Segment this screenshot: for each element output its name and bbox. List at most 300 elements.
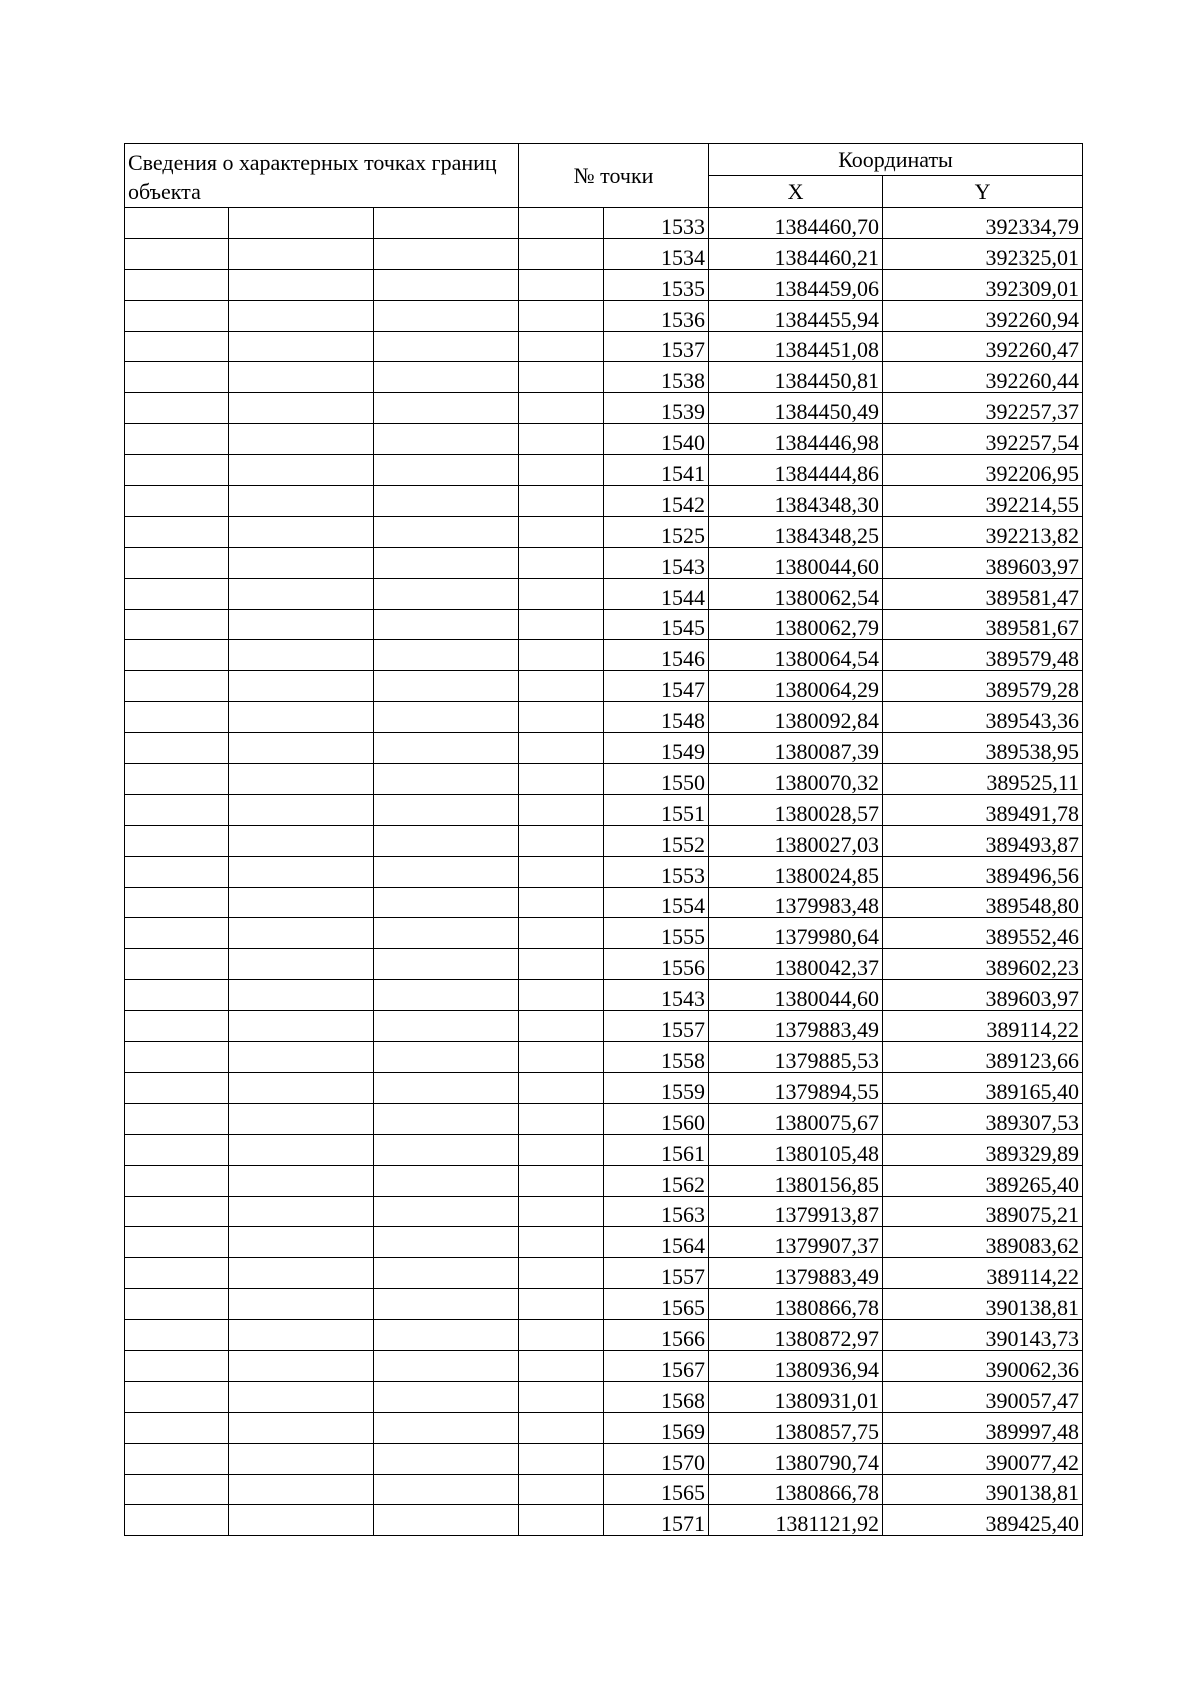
empty-cell [519,331,604,362]
x-coordinate-cell: 1380790,74 [709,1443,883,1474]
empty-cell [374,269,519,300]
empty-cell [519,949,604,980]
y-coordinate-cell: 392213,82 [883,516,1083,547]
empty-cell [125,1134,229,1165]
point-number-cell: 1556 [604,949,709,980]
empty-cell [374,1505,519,1536]
table-row [125,980,1083,1011]
x-coordinate-cell: 1380866,78 [709,1289,883,1320]
y-coordinate-cell: 389425,40 [883,1505,1083,1536]
x-coordinate-cell: 1384450,49 [709,393,883,424]
y-coordinate-cell: 392214,55 [883,486,1083,517]
y-coordinate-cell: 389265,40 [883,1165,1083,1196]
empty-cell [519,269,604,300]
empty-cell [374,393,519,424]
x-coordinate-cell: 1380936,94 [709,1350,883,1381]
empty-cell [374,1042,519,1073]
empty-cell [374,1011,519,1042]
empty-cell [519,516,604,547]
table-row [125,640,1083,671]
empty-cell [125,578,229,609]
empty-cell [229,455,374,486]
point-number-cell: 1561 [604,1134,709,1165]
point-number-cell: 1537 [604,331,709,362]
point-number-cell: 1552 [604,825,709,856]
point-number-cell: 1534 [604,238,709,269]
point-number-cell: 1562 [604,1165,709,1196]
empty-cell [519,733,604,764]
table-row [125,1505,1083,1536]
y-coordinate-cell: 389552,46 [883,918,1083,949]
x-coordinate-cell: 1380092,84 [709,702,883,733]
empty-cell [125,1289,229,1320]
point-number-cell: 1557 [604,1011,709,1042]
empty-cell [125,1474,229,1505]
y-coordinate-cell: 389329,89 [883,1134,1083,1165]
empty-cell [374,887,519,918]
empty-cell [374,949,519,980]
empty-cell [519,362,604,393]
table-row [125,825,1083,856]
table-row [125,733,1083,764]
empty-cell [229,918,374,949]
table-row [125,1165,1083,1196]
empty-cell [519,980,604,1011]
empty-cell [229,1412,374,1443]
empty-cell [125,424,229,455]
y-coordinate-cell: 392260,47 [883,331,1083,362]
x-coordinate-cell: 1384450,81 [709,362,883,393]
empty-cell [125,1412,229,1443]
table-row [125,671,1083,702]
empty-cell [229,1320,374,1351]
empty-cell [374,1227,519,1258]
table-row [125,331,1083,362]
empty-cell [125,1227,229,1258]
table-row [125,516,1083,547]
empty-cell [125,794,229,825]
table-body [125,144,1083,1536]
point-number-cell: 1535 [604,269,709,300]
x-coordinate-cell: 1380027,03 [709,825,883,856]
y-coordinate-cell: 390138,81 [883,1289,1083,1320]
empty-cell [519,1134,604,1165]
point-number-cell: 1539 [604,393,709,424]
table-row [125,887,1083,918]
point-number-cell: 1560 [604,1103,709,1134]
empty-cell [229,1350,374,1381]
x-coordinate-cell: 1380062,79 [709,609,883,640]
y-coordinate-cell: 389603,97 [883,980,1083,1011]
table-row [125,1320,1083,1351]
point-number-cell: 1555 [604,918,709,949]
empty-cell [125,887,229,918]
empty-cell [229,702,374,733]
point-number-cell: 1546 [604,640,709,671]
empty-cell [374,1072,519,1103]
point-number-cell: 1550 [604,764,709,795]
table-row [125,1011,1083,1042]
x-coordinate-cell: 1384348,25 [709,516,883,547]
point-number-cell: 1554 [604,887,709,918]
x-coordinate-cell: 1379913,87 [709,1196,883,1227]
empty-cell [229,1165,374,1196]
empty-cell [374,918,519,949]
empty-cell [229,1196,374,1227]
empty-cell [229,1381,374,1412]
y-coordinate-cell: 392206,95 [883,455,1083,486]
empty-cell [519,1289,604,1320]
point-number-cell: 1533 [604,208,709,239]
table-row [125,856,1083,887]
empty-cell [374,1103,519,1134]
table-row [125,764,1083,795]
table-row [125,486,1083,517]
empty-cell [519,825,604,856]
empty-cell [374,486,519,517]
y-coordinate-cell: 389579,28 [883,671,1083,702]
y-coordinate-cell: 389496,56 [883,856,1083,887]
empty-cell [519,424,604,455]
empty-cell [374,516,519,547]
x-coordinate-cell: 1380044,60 [709,980,883,1011]
table-row [125,1196,1083,1227]
empty-cell [229,825,374,856]
empty-cell [519,238,604,269]
y-coordinate-cell: 390138,81 [883,1474,1083,1505]
empty-cell [374,547,519,578]
y-coordinate-cell: 392257,37 [883,393,1083,424]
x-coordinate-cell: 1380028,57 [709,794,883,825]
empty-cell [125,764,229,795]
empty-cell [229,609,374,640]
empty-cell [374,300,519,331]
y-coordinate-cell: 389307,53 [883,1103,1083,1134]
empty-cell [519,1042,604,1073]
empty-cell [125,1443,229,1474]
empty-cell [374,980,519,1011]
empty-cell [125,1505,229,1536]
empty-cell [519,1505,604,1536]
empty-cell [125,1103,229,1134]
empty-cell [374,1412,519,1443]
point-number-cell: 1540 [604,424,709,455]
empty-cell [519,1011,604,1042]
point-number-cell: 1557 [604,1258,709,1289]
empty-cell [229,1072,374,1103]
empty-cell [374,764,519,795]
x-coordinate-cell: 1384446,98 [709,424,883,455]
empty-cell [519,1258,604,1289]
x-coordinate-cell: 1380105,48 [709,1134,883,1165]
x-coordinate-cell: 1380064,29 [709,671,883,702]
x-coordinate-cell: 1380024,85 [709,856,883,887]
empty-cell [229,671,374,702]
y-coordinate-cell: 392325,01 [883,238,1083,269]
empty-cell [125,1350,229,1381]
table-row [125,1412,1083,1443]
empty-cell [519,794,604,825]
empty-cell [125,362,229,393]
empty-cell [519,1196,604,1227]
x-coordinate-cell: 1380931,01 [709,1381,883,1412]
empty-cell [229,949,374,980]
point-number-header: № точки [519,144,709,208]
y-coordinate-cell: 392309,01 [883,269,1083,300]
point-number-cell: 1541 [604,455,709,486]
point-number-cell: 1567 [604,1350,709,1381]
point-number-cell: 1551 [604,794,709,825]
empty-cell [125,1072,229,1103]
table-row [125,547,1083,578]
empty-cell [229,269,374,300]
table-row [125,1227,1083,1258]
y-coordinate-cell: 389114,22 [883,1258,1083,1289]
point-number-cell: 1564 [604,1227,709,1258]
empty-cell [374,640,519,671]
empty-cell [519,486,604,517]
x-coordinate-cell: 1380042,37 [709,949,883,980]
empty-cell [229,331,374,362]
empty-cell [229,1474,374,1505]
header-row-top [125,144,1083,176]
empty-cell [125,208,229,239]
empty-cell [125,238,229,269]
x-coordinate-cell: 1379885,53 [709,1042,883,1073]
point-number-cell: 1548 [604,702,709,733]
empty-cell [125,1042,229,1073]
empty-cell [125,640,229,671]
empty-cell [229,980,374,1011]
empty-cell [229,1443,374,1474]
y-coordinate-cell: 389538,95 [883,733,1083,764]
y-coordinate-cell: 389602,23 [883,949,1083,980]
empty-cell [374,1258,519,1289]
point-number-cell: 1544 [604,578,709,609]
table-row [125,918,1083,949]
x-coordinate-cell: 1380062,54 [709,578,883,609]
x-coordinate-cell: 1380075,67 [709,1103,883,1134]
y-coordinate-cell: 389075,21 [883,1196,1083,1227]
boundary-points-info-header: Сведения о характерных точках границ объекта [125,144,519,208]
empty-cell [125,1165,229,1196]
point-number-cell: 1545 [604,609,709,640]
y-coordinate-cell: 389123,66 [883,1042,1083,1073]
x-coordinate-cell: 1384348,30 [709,486,883,517]
empty-cell [519,1320,604,1351]
table-row [125,1381,1083,1412]
point-number-cell: 1559 [604,1072,709,1103]
empty-cell [229,1042,374,1073]
empty-cell [229,424,374,455]
empty-cell [519,393,604,424]
point-number-cell: 1568 [604,1381,709,1412]
empty-cell [374,331,519,362]
y-coordinate-cell: 389548,80 [883,887,1083,918]
empty-cell [519,1381,604,1412]
x-coordinate-cell: 1384460,21 [709,238,883,269]
x-coordinate-cell: 1380872,97 [709,1320,883,1351]
table-row [125,1134,1083,1165]
x-coordinate-cell: 1384451,08 [709,331,883,362]
y-coordinate-cell: 389579,48 [883,640,1083,671]
empty-cell [374,702,519,733]
empty-cell [519,1103,604,1134]
empty-cell [125,671,229,702]
table-row [125,702,1083,733]
x-coordinate-cell: 1384455,94 [709,300,883,331]
y-coordinate-cell: 392334,79 [883,208,1083,239]
empty-cell [229,1289,374,1320]
empty-cell [125,455,229,486]
empty-cell [374,609,519,640]
table-row [125,609,1083,640]
table-row [125,455,1083,486]
point-number-cell: 1553 [604,856,709,887]
table-row [125,1103,1083,1134]
empty-cell [229,516,374,547]
table-row [125,1474,1083,1505]
point-number-cell: 1536 [604,300,709,331]
empty-cell [125,547,229,578]
table-row [125,794,1083,825]
empty-cell [125,331,229,362]
x-coordinate-cell: 1380070,32 [709,764,883,795]
empty-cell [519,609,604,640]
empty-cell [125,1011,229,1042]
empty-cell [374,362,519,393]
empty-cell [519,1474,604,1505]
y-coordinate-cell: 389997,48 [883,1412,1083,1443]
coordinates-header: Координаты [709,144,1083,176]
x-coordinate-cell: 1379883,49 [709,1258,883,1289]
empty-cell [519,547,604,578]
empty-cell [519,300,604,331]
point-number-cell: 1566 [604,1320,709,1351]
empty-cell [229,1505,374,1536]
empty-cell [519,455,604,486]
empty-cell [374,794,519,825]
x-coordinate-cell: 1380087,39 [709,733,883,764]
y-coordinate-cell: 392257,54 [883,424,1083,455]
empty-cell [229,300,374,331]
empty-cell [374,671,519,702]
empty-cell [374,1443,519,1474]
table-row [125,1443,1083,1474]
empty-cell [374,424,519,455]
y-coordinate-cell: 389603,97 [883,547,1083,578]
point-number-cell: 1565 [604,1289,709,1320]
empty-cell [229,1134,374,1165]
empty-cell [519,208,604,239]
empty-cell [229,764,374,795]
empty-cell [229,486,374,517]
empty-cell [519,918,604,949]
x-coordinate-cell: 1384444,86 [709,455,883,486]
empty-cell [229,640,374,671]
empty-cell [519,1412,604,1443]
empty-cell [374,1320,519,1351]
x-coordinate-cell: 1384460,70 [709,208,883,239]
empty-cell [229,887,374,918]
point-number-cell: 1549 [604,733,709,764]
table-row [125,949,1083,980]
y-coordinate-cell: 389493,87 [883,825,1083,856]
table-row [125,1289,1083,1320]
table-row [125,1042,1083,1073]
table-row [125,269,1083,300]
empty-cell [125,825,229,856]
y-coordinate-cell: 389491,78 [883,794,1083,825]
y-coordinate-cell: 390143,73 [883,1320,1083,1351]
empty-cell [125,300,229,331]
x-coordinate-cell: 1380044,60 [709,547,883,578]
empty-cell [125,393,229,424]
empty-cell [229,393,374,424]
table-row [125,1258,1083,1289]
empty-cell [519,578,604,609]
empty-cell [229,208,374,239]
empty-cell [229,1103,374,1134]
point-number-cell: 1542 [604,486,709,517]
y-coordinate-cell: 392260,44 [883,362,1083,393]
empty-cell [229,1227,374,1258]
empty-cell [519,1072,604,1103]
point-number-cell: 1525 [604,516,709,547]
empty-cell [125,702,229,733]
empty-cell [125,1381,229,1412]
table-row [125,424,1083,455]
x-coordinate-cell: 1384459,06 [709,269,883,300]
point-number-cell: 1538 [604,362,709,393]
empty-cell [374,1196,519,1227]
empty-cell [125,949,229,980]
empty-cell [229,794,374,825]
x-coordinate-cell: 1379883,49 [709,1011,883,1042]
y-coordinate-cell: 389581,67 [883,609,1083,640]
empty-cell [519,887,604,918]
x-coordinate-cell: 1380857,75 [709,1412,883,1443]
empty-cell [374,455,519,486]
table-row [125,393,1083,424]
empty-cell [519,1165,604,1196]
empty-cell [125,856,229,887]
empty-cell [519,702,604,733]
empty-cell [125,980,229,1011]
empty-cell [519,1350,604,1381]
y-coordinate-cell: 390057,47 [883,1381,1083,1412]
y-coordinate-cell: 389543,36 [883,702,1083,733]
point-number-cell: 1543 [604,547,709,578]
empty-cell [374,1289,519,1320]
y-coordinate-cell: 392260,94 [883,300,1083,331]
empty-cell [125,1320,229,1351]
empty-cell [229,733,374,764]
empty-cell [374,1381,519,1412]
point-number-cell: 1558 [604,1042,709,1073]
empty-cell [125,1258,229,1289]
empty-cell [519,640,604,671]
y-coordinate-cell: 389114,22 [883,1011,1083,1042]
table-row [125,208,1083,239]
empty-cell [125,486,229,517]
point-number-cell: 1563 [604,1196,709,1227]
empty-cell [125,609,229,640]
empty-cell [229,547,374,578]
empty-cell [374,1350,519,1381]
table-row [125,578,1083,609]
empty-cell [374,856,519,887]
